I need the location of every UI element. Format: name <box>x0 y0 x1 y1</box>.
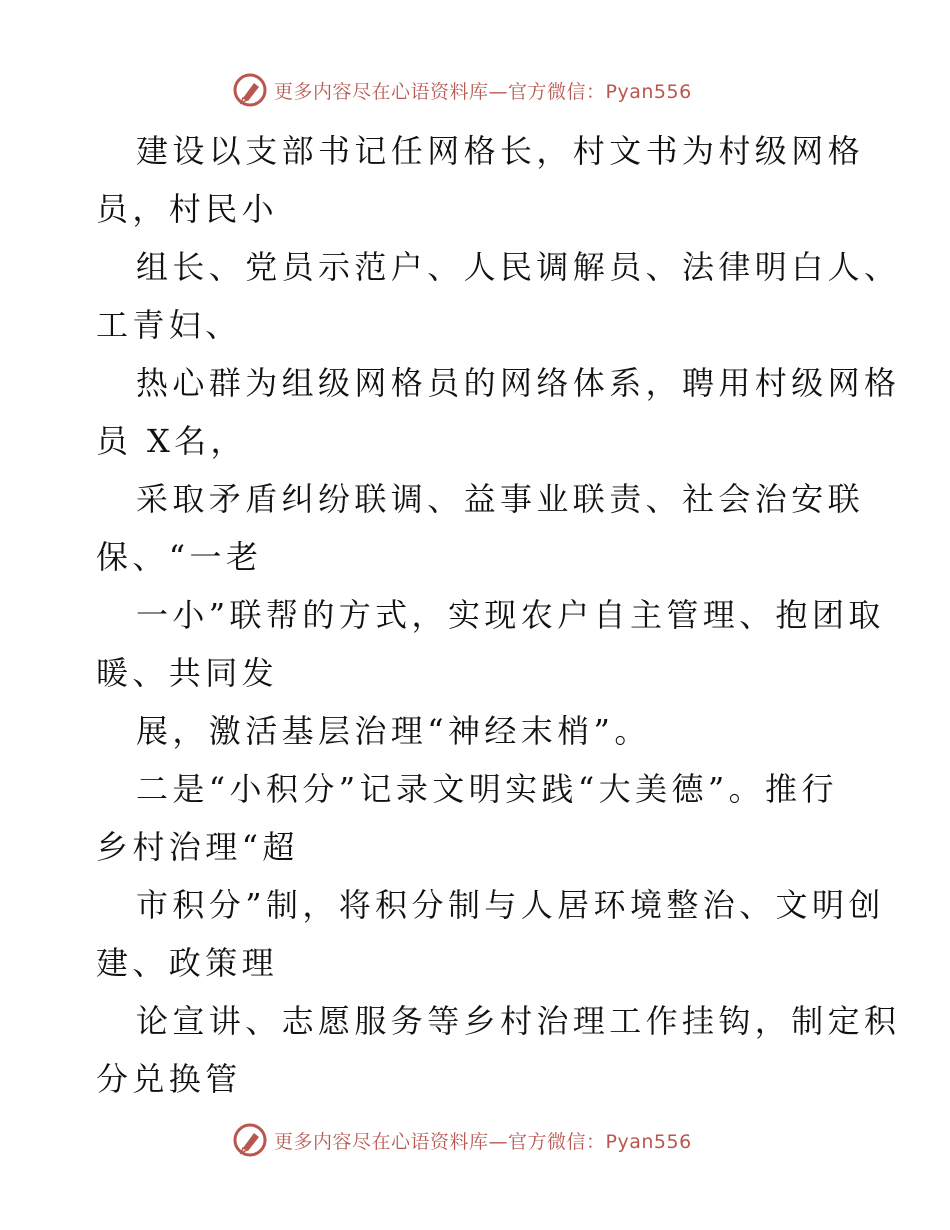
text-line: 市积分”制，将积分制与人居环境整治、文明创 <box>136 886 885 924</box>
text-line: 采取矛盾纠纷联调、益事业联责、社会治安联 <box>136 480 865 518</box>
text-line: 分兑换管 <box>96 1060 242 1098</box>
pen-logo-icon <box>232 72 268 108</box>
header-watermark <box>232 70 692 110</box>
text-line: 展，激活基层治理“神经末梢”。 <box>136 712 651 750</box>
pen-logo-icon <box>232 1122 268 1158</box>
text-line: 保、“一老 <box>96 538 263 576</box>
text-line: 建设以支部书记任网格长，村文书为村级网格 <box>136 132 865 170</box>
text-line: 工青妇、 <box>96 306 242 344</box>
text-line: 热心群为组级网格员的网络体系，聘用村级网格 <box>136 364 901 402</box>
text-line: 员 X名， <box>96 422 247 460</box>
text-line: 一小”联帮的方式，实现农户自主管理、抱团取 <box>136 596 885 634</box>
text-line: 建、政策理 <box>96 944 279 982</box>
footer-watermark <box>232 1120 692 1160</box>
watermark-text: 更多内容尽在心语资料库—官方微信：Pyan556 <box>274 80 692 103</box>
text-line: 员，村民小 <box>96 190 279 228</box>
text-line: 二是“小积分”记录文明实践“大美德”。推行 <box>136 770 838 808</box>
watermark-text: 更多内容尽在心语资料库—官方微信：Pyan556 <box>274 1130 692 1153</box>
text-line: 论宣讲、志愿服务等乡村治理工作挂钩，制定积 <box>136 1002 901 1040</box>
text-line: 乡村治理“超 <box>96 828 299 866</box>
document-body <box>96 122 901 1108</box>
text-line: 组长、党员示范户、人民调解员、法律明白人、 <box>136 248 901 286</box>
text-line: 暖、共同发 <box>96 654 279 692</box>
